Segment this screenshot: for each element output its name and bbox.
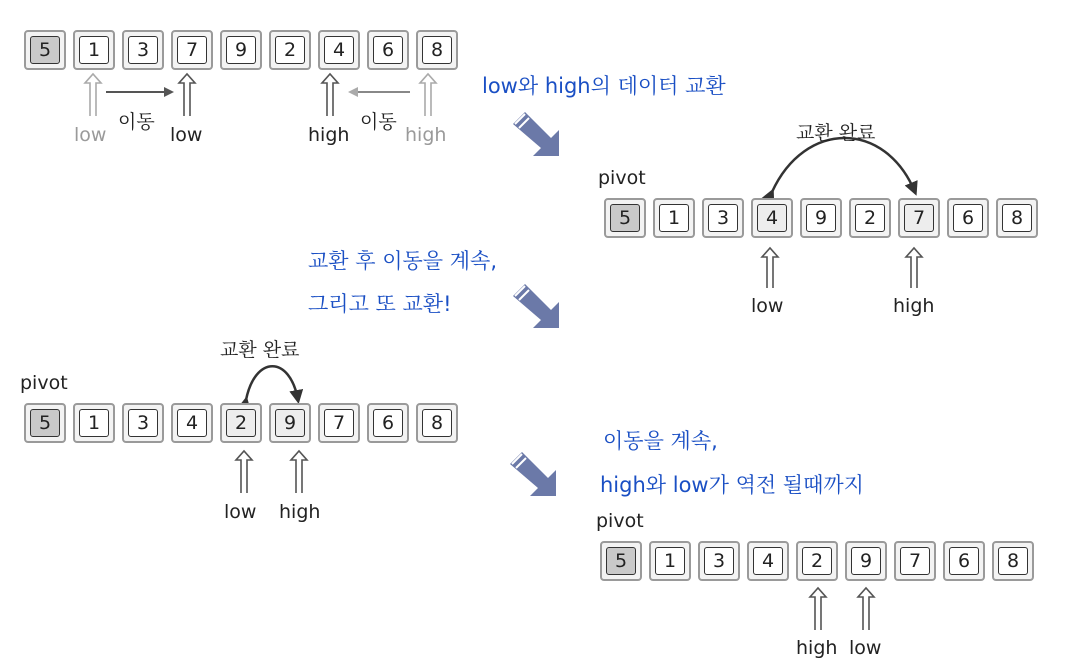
cell-value: 7: [904, 204, 934, 232]
cell-value: 5: [606, 547, 636, 575]
label-low-step2: low: [751, 295, 784, 317]
array-cell: [849, 198, 891, 238]
label-high-new: high: [308, 124, 350, 146]
array-cell: [845, 541, 887, 581]
cell-value: 6: [953, 204, 983, 232]
pivot-cell: [604, 198, 646, 238]
pivot-label-step2: pivot: [598, 167, 646, 189]
swap-label-step2: 교환 완료: [796, 122, 876, 144]
array-cell: [800, 198, 842, 238]
cell-value: 3: [708, 204, 738, 232]
label-low-step3: low: [224, 501, 257, 523]
cell-value: 4: [757, 204, 787, 232]
array-cell: [649, 541, 691, 581]
label-high-step2: high: [893, 295, 935, 317]
label-move-left: 이동: [118, 111, 155, 133]
up-arrow-high-step4: [810, 588, 826, 630]
label-move-right: 이동: [360, 111, 397, 133]
array-cell: [171, 30, 213, 70]
step-arrow-2: [513, 284, 559, 328]
cell-value: 4: [324, 36, 354, 64]
swap-label-step3: 교환 완료: [220, 339, 300, 361]
step-arrow-1: [513, 112, 559, 156]
array-cell: [894, 541, 936, 581]
up-arrow-low-step3: [236, 451, 252, 493]
array-cell: [653, 198, 695, 238]
cell-value: 1: [79, 36, 109, 64]
cell-value: 9: [226, 36, 256, 64]
note-cross-line1: 이동을 계속,: [603, 429, 718, 453]
array-cell: [367, 403, 409, 443]
cell-value: 5: [30, 36, 60, 64]
label-high-old: high: [405, 124, 447, 146]
cell-value: 7: [324, 409, 354, 437]
array-cell: [318, 403, 360, 443]
array-cell: [220, 403, 262, 443]
array-cell: [122, 30, 164, 70]
array-cell: [220, 30, 262, 70]
label-low-new: low: [170, 124, 203, 146]
pivot-label-step4: pivot: [596, 510, 644, 532]
label-low-step4: low: [849, 637, 882, 659]
pivot-label-step3: pivot: [20, 372, 68, 394]
array-cell: [698, 541, 740, 581]
cell-value: 8: [422, 36, 452, 64]
array-cell: [747, 541, 789, 581]
cell-value: 9: [851, 547, 881, 575]
note-continue-line2: 그리고 또 교환!: [308, 292, 452, 316]
cell-value: 5: [30, 409, 60, 437]
array-cell: [171, 403, 213, 443]
note-swap-data: low와 high의 데이터 교환: [482, 74, 726, 98]
cell-value: 6: [373, 36, 403, 64]
label-low-old: low: [74, 124, 107, 146]
array-cell: [73, 30, 115, 70]
array-cell: [702, 198, 744, 238]
up-arrow-high-old: [420, 74, 436, 116]
cell-value: 2: [226, 409, 256, 437]
note-continue-line1: 교환 후 이동을 계속,: [308, 249, 497, 273]
cell-value: 4: [177, 409, 207, 437]
step-arrow-3: [510, 452, 556, 496]
up-arrow-low-step4: [858, 588, 874, 630]
array-cell: [269, 403, 311, 443]
pivot-cell: [24, 30, 66, 70]
array-cell: [992, 541, 1034, 581]
note-cross-line2: high와 low가 역전 될때까지: [600, 473, 864, 497]
array-cell: [898, 198, 940, 238]
cell-value: 7: [177, 36, 207, 64]
cell-value: 1: [659, 204, 689, 232]
cell-value: 9: [275, 409, 305, 437]
up-arrow-low-new: [179, 74, 195, 116]
cell-value: 9: [806, 204, 836, 232]
array-cell: [318, 30, 360, 70]
array-cell: [943, 541, 985, 581]
array-cell: [947, 198, 989, 238]
array-cell: [416, 403, 458, 443]
label-high-step3: high: [279, 501, 321, 523]
up-arrow-low-old: [85, 74, 101, 116]
cell-value: 4: [753, 547, 783, 575]
cell-value: 2: [855, 204, 885, 232]
cell-value: 2: [802, 547, 832, 575]
array-cell: [416, 30, 458, 70]
label-high-step4: high: [796, 637, 838, 659]
cell-value: 1: [655, 547, 685, 575]
up-arrow-high-step2: [906, 248, 922, 288]
swap-curve-arrow-1: [772, 138, 915, 192]
pivot-cell: [24, 403, 66, 443]
cell-value: 6: [373, 409, 403, 437]
cell-value: 8: [422, 409, 452, 437]
array-cell: [122, 403, 164, 443]
array-cell: [367, 30, 409, 70]
up-arrow-low-step2: [762, 248, 778, 288]
up-arrow-high-step3: [291, 451, 307, 493]
cell-value: 8: [1002, 204, 1032, 232]
swap-curve-arrow-2: [246, 366, 298, 400]
cell-value: 2: [275, 36, 305, 64]
cell-value: 3: [128, 409, 158, 437]
array-cell: [73, 403, 115, 443]
cell-value: 7: [900, 547, 930, 575]
cell-value: 3: [128, 36, 158, 64]
cell-value: 6: [949, 547, 979, 575]
array-cell: [796, 541, 838, 581]
array-cell: [751, 198, 793, 238]
cell-value: 8: [998, 547, 1028, 575]
array-cell: [996, 198, 1038, 238]
up-arrow-high-new: [322, 74, 338, 116]
array-cell: [269, 30, 311, 70]
cell-value: 1: [79, 409, 109, 437]
cell-value: 5: [610, 204, 640, 232]
cell-value: 3: [704, 547, 734, 575]
pivot-cell: [600, 541, 642, 581]
